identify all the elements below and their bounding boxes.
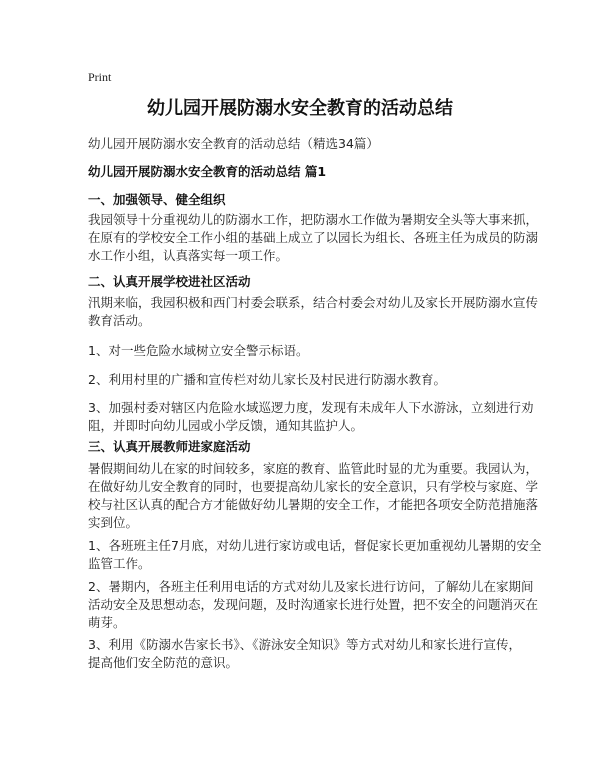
section-heading-2: 二、认真开展学校进社区活动 bbox=[88, 274, 251, 289]
list-item bbox=[88, 371, 518, 389]
list-item bbox=[88, 342, 518, 360]
page-title: 幼儿园开展防溺水安全教育的活动总结 bbox=[147, 98, 453, 119]
paragraph-line: 萌芽。 bbox=[88, 615, 126, 630]
paragraph-line: 在做好幼儿安全教育的同时，也要提高幼儿家长的安全意识，只有学校与家庭、学 bbox=[88, 479, 539, 494]
section-heading-1: 一、加强领导、健全组织 bbox=[88, 192, 226, 207]
list-item bbox=[88, 399, 534, 435]
paragraph-line: 监管工作。 bbox=[88, 556, 151, 571]
subtitle: 幼儿园开展防溺水安全教育的活动总结（精选34篇） bbox=[88, 136, 379, 151]
paragraph-line: 在原有的学校安全工作小组的基础上成立了以园长为组长、各班主任为成员的防溺 bbox=[88, 230, 539, 245]
paragraph-line: 实到位。 bbox=[88, 515, 139, 530]
paragraph-line: 活动安全及思想动态，发现问题，及时沟通家长进行处置，把不安全的问题消灭在 bbox=[88, 597, 539, 612]
paragraph-line: 3、利用《防溺水告家长书》、《游泳安全知识》等方式对幼儿和家长进行宣传， bbox=[88, 637, 521, 652]
part-heading: 幼儿园开展防溺水安全教育的活动总结 篇1 bbox=[88, 164, 327, 179]
paragraph-line: 2、暑期内，各班主任利用电话的方式对幼儿及家长进行访问，了解幼儿在家期间 bbox=[88, 579, 534, 594]
paragraph-line: 暑假期间幼儿在家的时间较多，家庭的教育、监管此时显的尤为重要。我园认为， bbox=[88, 461, 539, 476]
paragraph-line: 校与社区认真的配合方才能做好幼儿暑期的安全工作，才能把各项安全防范措施落 bbox=[88, 497, 539, 512]
section-heading-3: 三、认真开展教师进家庭活动 bbox=[88, 439, 251, 454]
paragraph-line: 1、各班班主任7月底，对幼儿进行家访或电话，督促家长更加重视幼儿暑期的安全 bbox=[88, 538, 542, 553]
paragraph bbox=[88, 294, 539, 330]
print-link[interactable]: Print bbox=[88, 70, 112, 84]
list-item bbox=[88, 537, 542, 573]
paragraph-line: 教育活动。 bbox=[88, 313, 151, 328]
paragraph-line: 3、加强村委对辖区内危险水域巡逻力度，发现有未成年人下水游泳，立刻进行劝 bbox=[88, 400, 534, 415]
paragraph-line: 阻，并即时向幼儿园或小学反馈，通知其监护人。 bbox=[88, 418, 364, 433]
paragraph-line: 汛期来临，我园积极和西门村委会联系，结合村委会对幼儿及家长开展防溺水宣传 bbox=[88, 295, 539, 310]
paragraph bbox=[88, 211, 539, 265]
list-item bbox=[88, 636, 521, 672]
paragraph-line: 我园领导十分重视幼儿的防溺水工作，把防溺水工作做为暑期安全头等大事来抓， bbox=[88, 212, 539, 227]
paragraph-line: 提高他们安全防范的意识。 bbox=[88, 655, 239, 670]
paragraph-line: 水工作小组，认真落实每一项工作。 bbox=[88, 248, 289, 263]
paragraph-line: 1、对一些危险水域树立安全警示标语。 bbox=[88, 343, 309, 358]
paragraph-line: 2、利用村里的广播和宣传栏对幼儿家长及村民进行防溺水教育。 bbox=[88, 372, 446, 387]
list-item bbox=[88, 578, 539, 632]
paragraph bbox=[88, 460, 539, 532]
